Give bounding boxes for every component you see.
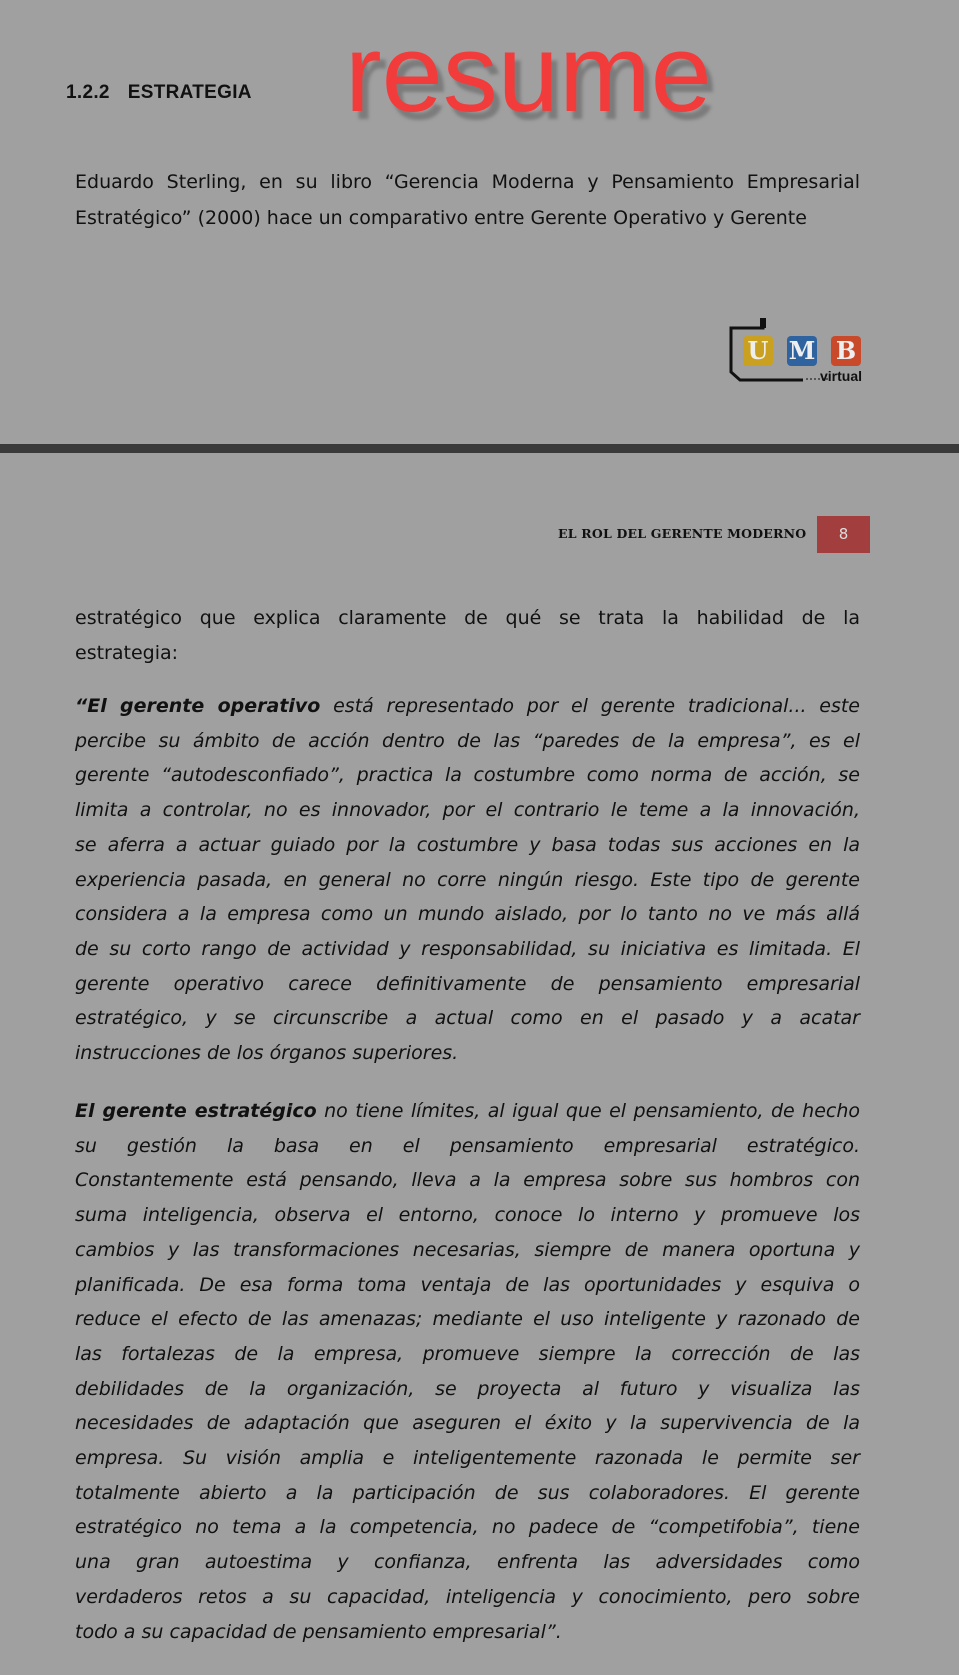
line-text: las fortalezas de la empresa, promueve siempre la corrección de las [75,1342,860,1365]
logo-subtitle: virtual [820,368,863,384]
quote-line [75,938,860,960]
quote-line [75,1239,860,1261]
quote-line [75,1621,860,1643]
quote-line [75,1551,860,1573]
umb-virtual-logo [728,316,863,388]
line-text: empresa. Su visión amplia e inteligentemente razonada le permite ser [75,1447,860,1469]
quote-line [75,1378,860,1400]
page-divider [0,444,959,453]
line-text: de su corto rango de actividad y responsabilidad, su iniciativa es limitada. El [75,937,860,960]
line-text: estratégico, y se circunscribe a actual como en el pasado y a acatar [75,1007,860,1030]
quote-line [75,973,860,995]
bold-lead: “El gerente operativo [75,695,321,717]
quote-line [75,1482,860,1504]
quote-line [75,1100,860,1122]
intro-line: Eduardo Sterling, en su libro “Gerencia Moderna y Pensamiento Empresarial [75,171,860,193]
line-text: estratégico no tema a la competencia, no padece de “competifobia”, tiene [75,1516,860,1539]
line-text: todo a su capacidad de pensamiento empresarial”. [75,1620,562,1643]
line-text: reduce el efecto de las amenazas; mediante el uso inteligente y razonado de [75,1308,860,1331]
line-text: experiencia pasada, en general no corre ningún riesgo. Este tipo de gerente [75,868,860,891]
logo-letter-m: M [788,336,816,365]
line-text: considera a la empresa como un mundo aislado, por lo tanto no ve más allá [75,903,860,926]
line-text: su gestión la basa en el pensamiento empresarial estratégico. [75,1134,860,1157]
section-heading [66,82,270,104]
quote-line [75,730,860,752]
quote-line [75,1007,860,1029]
quote-line [75,1343,860,1365]
quote-line [75,1412,860,1434]
line-text: debilidades de la organización, se proyecta al futuro y visualiza las [75,1377,860,1400]
quote-line [75,1135,860,1157]
quote-line [75,799,860,821]
quote-line [75,1274,860,1296]
line-text: instrucciones de los órganos superiores. [75,1042,459,1064]
quote-line [75,1042,860,1064]
page-number: 8 [817,516,870,553]
watermark-resume: resume [345,12,712,135]
quote-line [75,903,860,925]
quote-line [75,1169,860,1191]
line-text: está representado por el gerente tradicional... este [320,695,861,717]
quote-line [75,1516,860,1538]
line-text: cambios y las transformaciones necesarias, siempre de manera oportuna y [75,1238,860,1261]
line-text: verdaderos retos a su capacidad, inteligencia y conocimiento, pero sobre [75,1585,860,1608]
intro-line: Estratégico” (2000) hace un comparativo entre Gerente Operativo y Gerente [75,207,807,229]
line-text: suma inteligencia, observa el entorno, conoce lo interno y promueve los [75,1204,860,1227]
line-text: una gran autoestima y confianza, enfrenta las adversidades como [75,1551,860,1574]
line-text: necesidades de adaptación que aseguren el éxito y la supervivencia de la [75,1412,860,1435]
logo-letter-u: U [743,336,773,366]
line-text: Constantemente está pensando, lleva a la empresa sobre sus hombros con [75,1169,860,1192]
bold-lead: El gerente estratégico [75,1100,317,1122]
line-text: gerente “autodesconfiado”, practica la costumbre como norma de acción, se [75,764,860,787]
quote-line [75,834,860,856]
quote-line [75,869,860,891]
quote-line [75,695,860,717]
section-number: 1.2.2 [66,82,110,103]
line-text: se aferra a actuar guiado por la costumbre y basa todas sus acciones en la [75,833,860,856]
quote-line [75,764,860,786]
quote-line [75,1308,860,1330]
logo-letter-b: B [831,336,861,366]
line-text: gerente operativo carece definitivamente de pensamiento empresarial [75,972,860,995]
section-title: ESTRATEGIA [127,82,252,103]
quote-line [75,1204,860,1226]
line-text: totalmente abierto a la participación de sus colaboradores. El gerente [75,1481,860,1504]
quote-line [75,1447,860,1469]
line-text: no tiene límites, al igual que el pensamiento, de hecho [316,1100,861,1122]
line-text: percibe su ámbito de acción dentro de las “paredes de la empresa”, es el [75,729,860,752]
line-text: limita a controlar, no es innovador, por el contrario le teme a la innovación, [75,799,860,822]
body-line: estratégico que explica claramente de qué se trata la habilidad de la [75,607,860,629]
running-header: EL ROL DEL GERENTE MODERNO [558,526,807,541]
quote-line [75,1586,860,1608]
body-line: estrategia: [75,642,179,664]
line-text: planificada. De esa forma toma ventaja de las oportunidades y esquiva o [75,1273,860,1296]
